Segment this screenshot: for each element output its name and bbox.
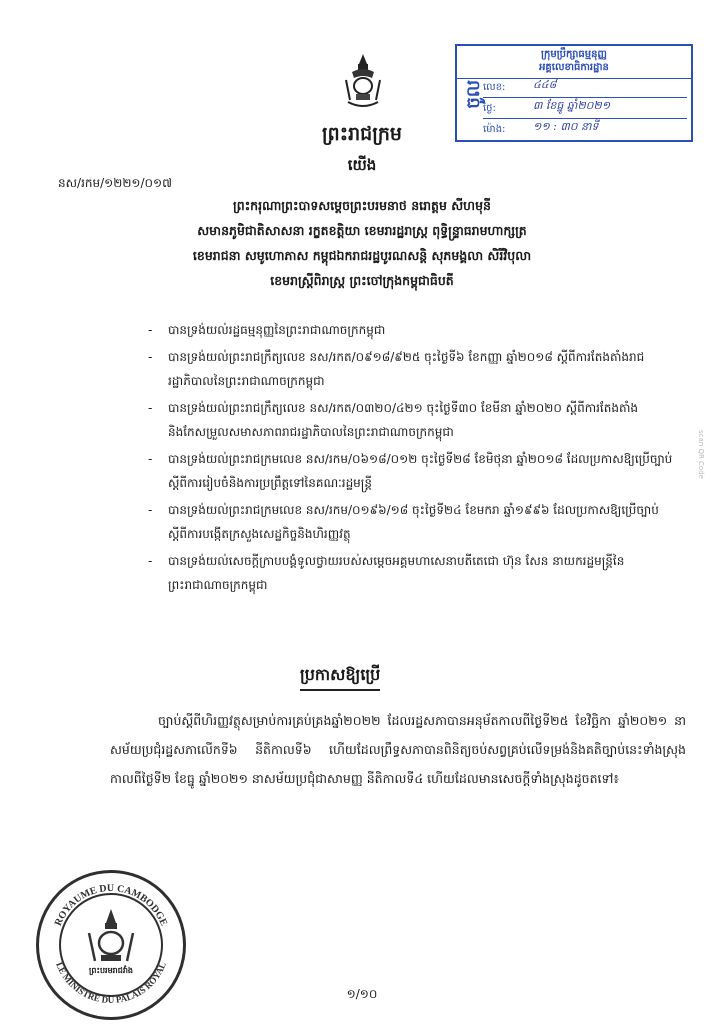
royal-emblem-icon	[340, 52, 386, 110]
dash-bullet-icon: -	[148, 503, 153, 517]
document-title: ព្រះរាជក្រម	[322, 123, 402, 145]
stamp-header	[457, 46, 691, 79]
consideration-item	[148, 447, 676, 495]
consideration-item	[148, 318, 676, 342]
consideration-text: បានទ្រង់យល់រដ្ឋធម្មនុញ្ញនៃព្រះរាជាណាចក្រកម្ពុជា	[168, 323, 386, 337]
stamp-label: ថ្ងៃ:	[483, 103, 496, 114]
stamp-value: ៤៤៨	[533, 78, 557, 91]
invocation-line: ខេមរាជនា សមូហោភាស កម្ពុជឯករាជរដ្ឋបូរណសន្តិ សុភមង្គលា សិរីវិបុលា	[192, 248, 532, 263]
stamp-header-line1: ក្រុមប្រឹក្សាធម្មនុញ្ញ	[541, 49, 607, 60]
side-scan-note: scan QR Code	[697, 430, 705, 479]
document-reference-number: នស/រកម/១២២១/០១៧	[58, 176, 172, 190]
dash-bullet-icon: -	[148, 452, 153, 466]
consideration-text: បានទ្រង់យល់ព្រះរាជក្រមលេខ នស/រកម/០៦១៨/០១២ ចុះថ្ងៃទី២៨ ខែមិថុនា ឆ្នាំ២០១៨ ដែលប្រកាសឱ្យប្រើច្បាប់ស្តីពីការរៀបចំនិងការប្រព្រឹត្តទៅនៃគណៈរដ្ឋមន្ត្រី	[168, 452, 673, 490]
considerations-list	[148, 318, 676, 600]
body-paragraph: ច្បាប់ស្តីពីហិរញ្ញវត្ថុសម្រាប់ការគ្រប់គ្រងឆ្នាំ២០២២ ដែលរដ្ឋសភាបានអនុម័តកាលពីថ្ងៃទី២៥ ខែវិច្ឆិកា ឆ្នាំ២០២១ នាសម័យប្រជុំរដ្ឋសភាលើកទី៦ នីតិកាលទី៦ ហើយដែលព្រឹទ្ធសភាបានពិនិត្យចប់សព្វគ្រប់លើទម្រង់និងគតិច្បាប់នេះទាំងស្រុងកាលពីថ្ងៃទី២ ខែធ្នូ ឆ្នាំ២០២១ នាសម័យប្រជុំជាសាមញ្ញ នីតិកាលទី៤ ហើយដែលមានសេចក្តីទាំងស្រុងដូចតទៅ៖	[110, 713, 686, 786]
consideration-item	[148, 345, 676, 393]
section-title: ប្រកាសឱ្យប្រើ	[300, 664, 380, 691]
seal-emblem-icon	[61, 895, 161, 995]
consideration-item	[148, 549, 676, 597]
consideration-item	[148, 396, 676, 444]
consideration-text: បានទ្រង់យល់ព្រះរាជក្រឹត្យលេខ នស/រកត/០៩១៨/៩២៥ ចុះថ្ងៃទី៦ ខែកញ្ញា ឆ្នាំ២០១៨ ស្តីពីការតែងតាំងរាជរដ្ឋាភិបាលនៃព្រះរាជាណាចក្រកម្ពុជា	[168, 350, 645, 388]
page-number: ១/១០	[346, 987, 378, 1001]
dash-bullet-icon: -	[148, 401, 153, 415]
stamp-header-line2: អគ្គលេខាធិការដ្ឋាន	[539, 62, 609, 73]
stamp-big-label: ចូល	[463, 80, 484, 109]
stamp-row-number	[483, 77, 687, 98]
dash-bullet-icon: -	[148, 323, 153, 337]
stamp-label: ម៉ោង:	[483, 124, 506, 135]
invocation-line: ព្រះករុណាព្រះបាទសម្តេចព្រះបរមនាថ នរោត្តម សីហមុនី	[233, 198, 491, 213]
consideration-text: បានទ្រង់យល់ព្រះរាជក្រឹត្យលេខ នស/រកត/០៣២០/៤២១ ចុះថ្ងៃទី៣០ ខែមីនា ឆ្នាំ២០២០ ស្តីពីការតែងតាំងនិងកែសម្រួលសមាសភាពរាជរដ្ឋាភិបាលនៃព្រះរាជាណាចក្រកម្ពុជា	[168, 401, 639, 439]
consideration-text: បានទ្រង់យល់ព្រះរាជក្រមលេខ នស/រកម/០១៩៦/១៨ ចុះថ្ងៃទី២៤ ខែមករា ឆ្នាំ១៩៩៦ ដែលប្រកាសឱ្យប្រើច្បាប់ស្តីពីការបង្កើតក្រសួងសេដ្ឋកិច្ចនិងហិរញ្ញវត្ថុ	[168, 503, 659, 541]
stamp-value: ១១ : ៣០ នាទី	[533, 120, 599, 133]
consideration-text: បានទ្រង់យល់សេចក្តីក្រាបបង្គំទូលថ្វាយរបស់សម្តេចអគ្គមហាសេនាបតីតេជោ ហ៊ុន សែន នាយករដ្ឋមន្ត្រីនៃព្រះរាជាណាចក្រកម្ពុជា	[168, 554, 625, 592]
dash-bullet-icon: -	[148, 554, 153, 568]
invocation-line: ខេមរាស្ត្រីពិរាស្ត្រ ព្រះចៅក្រុងកម្ពុជាធិបតី	[270, 273, 454, 288]
seal-inner-ring	[59, 893, 163, 997]
consideration-item	[148, 498, 676, 546]
seal-bottom-text: LE MINISTRE DU PALAIS ROYAL	[54, 960, 168, 1005]
seal-top-text: ROYAUME DU CAMBODGE	[52, 882, 170, 928]
invocation-line: សមានភូមិជាតិសាសនា រក្ខតខត្តិយា ខេមរារដ្ឋរាស្ត្រ ពុទ្ធិន្ទ្រាធរាមហាក្សត្រ	[197, 223, 527, 238]
stamp-value: ៣ ខែធ្នូ ឆ្នាំ២០២១	[533, 99, 611, 112]
document-we-heading: យើង	[347, 156, 377, 174]
stamp-row-date	[483, 98, 687, 119]
dash-bullet-icon: -	[148, 350, 153, 364]
stamp-label: លេខ:	[483, 82, 506, 93]
seal-center-text: ព្រះបរមរាជវាំង	[89, 966, 133, 975]
